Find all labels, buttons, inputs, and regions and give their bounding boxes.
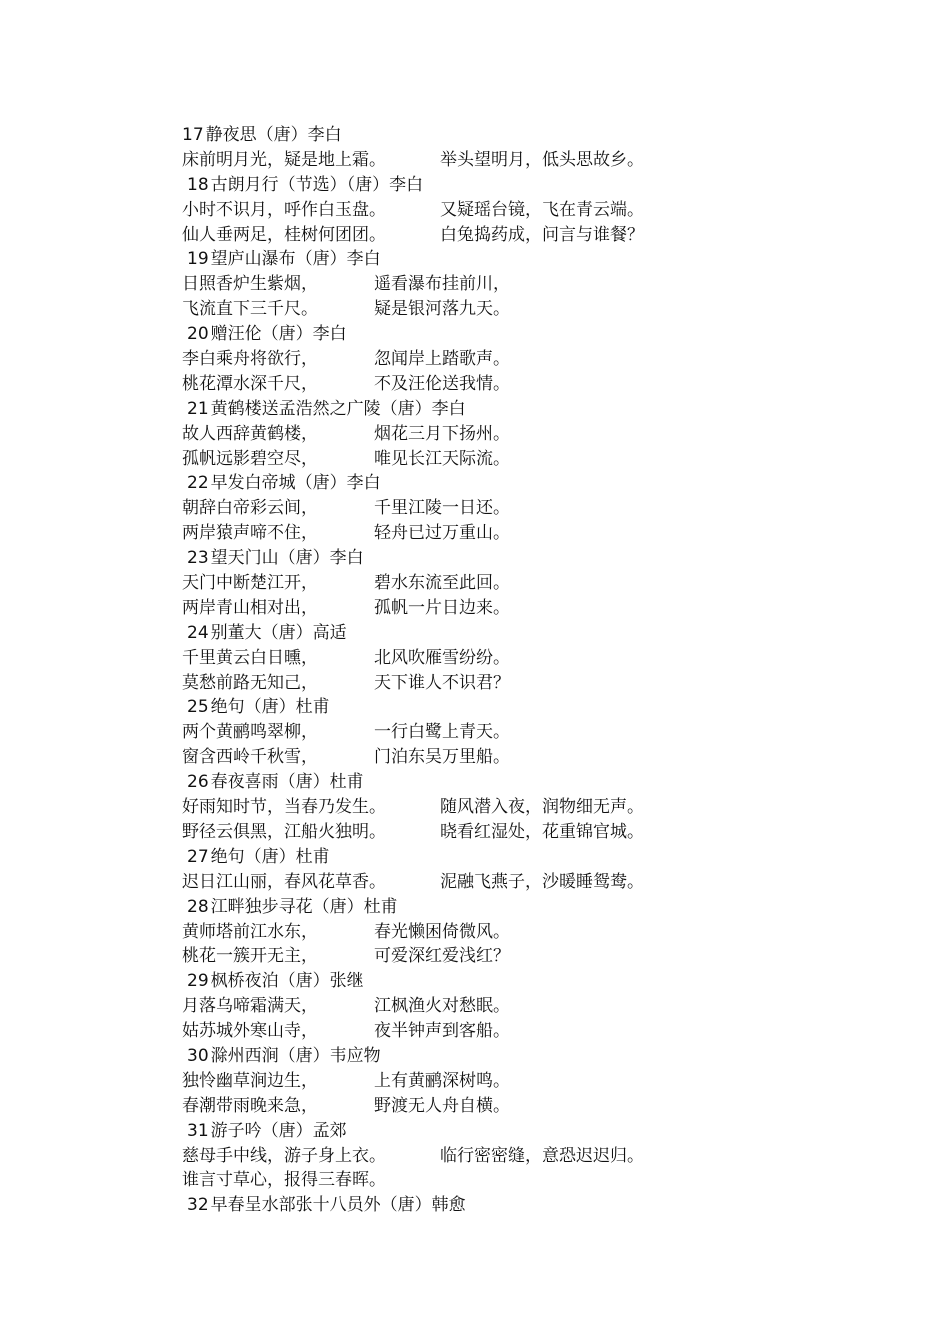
verse-first-half: 小时不识月，呼作白玉盘。 bbox=[182, 199, 386, 220]
verse-second-half: 孤帆一片日边来。 bbox=[374, 597, 510, 618]
poem-title-text: 春夜喜雨（唐）杜甫 bbox=[210, 772, 364, 793]
poem-title-text: 静夜思（唐）李白 bbox=[205, 125, 342, 145]
poem-line bbox=[182, 920, 802, 945]
poem-number: 30 bbox=[187, 1045, 209, 1066]
poem-title bbox=[182, 471, 802, 496]
poem-title bbox=[182, 621, 802, 646]
poem-title bbox=[182, 397, 802, 422]
poem-line bbox=[182, 297, 802, 322]
verse-first-half: 迟日江山丽，春风花草香。 bbox=[182, 871, 386, 892]
poem-number: 25 bbox=[187, 697, 209, 718]
poem-title-text: 滁州西涧（唐）韦应物 bbox=[210, 1045, 381, 1066]
verse-first-half: 姑苏城外寒山寺， bbox=[182, 1021, 318, 1042]
verse-first-half: 桃花潭水深千尺， bbox=[182, 373, 318, 394]
poem-line bbox=[182, 198, 802, 223]
poem-line bbox=[182, 521, 802, 546]
poem-number: 18 bbox=[187, 174, 209, 195]
verse-first-half: 野径云俱黑，江船火独明。 bbox=[182, 821, 386, 842]
poem-number: 27 bbox=[187, 846, 209, 867]
verse-second-half: 烟花三月下扬州。 bbox=[374, 423, 510, 444]
poem-line bbox=[182, 1069, 802, 1094]
poem-number: 26 bbox=[187, 772, 209, 793]
poem-title bbox=[182, 322, 802, 347]
verse-second-half: 一行白鹭上青天。 bbox=[374, 722, 510, 743]
poem-title-text: 早发白帝城（唐）李白 bbox=[210, 473, 381, 494]
poem-title bbox=[182, 1193, 802, 1218]
verse-second-half: 临行密密缝，意恐迟迟归。 bbox=[440, 1145, 644, 1166]
verse-second-half: 又疑瑶台镜，飞在青云端。 bbox=[440, 199, 644, 220]
verse-first-half: 天门中断楚江开， bbox=[182, 573, 318, 594]
poem-line bbox=[182, 1144, 802, 1169]
poem-line bbox=[182, 372, 802, 397]
verse-first-half: 春潮带雨晚来急， bbox=[182, 1095, 318, 1116]
poem-line bbox=[182, 944, 802, 969]
poem-title bbox=[182, 173, 802, 198]
verse-second-half: 江枫渔火对愁眠。 bbox=[374, 996, 510, 1017]
verse-first-half: 慈母手中线，游子身上衣。 bbox=[182, 1145, 386, 1166]
poem-line bbox=[182, 1168, 802, 1193]
verse-second-half: 门泊东吴万里船。 bbox=[374, 747, 510, 768]
poem-title bbox=[182, 1044, 802, 1069]
verse-first-half: 月落乌啼霜满天， bbox=[182, 996, 318, 1017]
poem-title-text: 枫桥夜泊（唐）张继 bbox=[210, 971, 364, 992]
poem-number: 28 bbox=[187, 896, 209, 917]
poem-list bbox=[182, 123, 802, 1218]
poem-line bbox=[182, 671, 802, 696]
poem-title-text: 江畔独步寻花（唐）杜甫 bbox=[210, 896, 398, 917]
poem-title-text: 望庐山瀑布（唐）李白 bbox=[210, 249, 381, 270]
verse-first-half: 孤帆远影碧空尽， bbox=[182, 448, 318, 469]
poem-number: 23 bbox=[187, 548, 209, 569]
verse-second-half: 碧水东流至此回。 bbox=[374, 573, 510, 594]
verse-first-half: 好雨知时节，当春乃发生。 bbox=[182, 797, 386, 818]
poem-line bbox=[182, 571, 802, 596]
poem-line bbox=[182, 720, 802, 745]
poem-title bbox=[182, 247, 802, 272]
verse-first-half: 千里黄云白日曛， bbox=[182, 647, 318, 668]
verse-second-half: 白兔捣药成，问言与谁餐？ bbox=[440, 224, 644, 245]
poem-title-text: 别董大（唐）高适 bbox=[210, 622, 347, 643]
poem-title-text: 赠汪伦（唐）李白 bbox=[210, 324, 347, 345]
verse-first-half: 李白乘舟将欲行， bbox=[182, 349, 318, 370]
verse-second-half: 不及汪伦送我情。 bbox=[374, 373, 510, 394]
poem-title-text: 游子吟（唐）孟郊 bbox=[210, 1120, 347, 1141]
poem-line bbox=[182, 422, 802, 447]
verse-first-half: 床前明月光，疑是地上霜。 bbox=[182, 149, 386, 170]
verse-second-half: 千里江陵一日还。 bbox=[374, 498, 510, 519]
verse-first-half: 朝辞白帝彩云间， bbox=[182, 498, 318, 519]
verse-first-half: 两岸青山相对出， bbox=[182, 597, 318, 618]
poem-line bbox=[182, 1019, 802, 1044]
poem-title bbox=[182, 695, 802, 720]
verse-first-half: 黄师塔前江水东， bbox=[182, 921, 318, 942]
poem-title-text: 古朗月行（节选）（唐）李白 bbox=[210, 174, 424, 195]
verse-first-half: 两岸猿声啼不住， bbox=[182, 523, 318, 544]
verse-second-half: 天下谁人不识君？ bbox=[374, 672, 510, 693]
verse-second-half: 春光懒困倚微风。 bbox=[374, 921, 510, 942]
poem-line bbox=[182, 223, 802, 248]
poem-line bbox=[182, 795, 802, 820]
poem-number: 31 bbox=[187, 1120, 209, 1141]
poem-line bbox=[182, 994, 802, 1019]
verse-first-half: 仙人垂两足，桂树何团团。 bbox=[182, 224, 386, 245]
verse-second-half: 泥融飞燕子，沙暖睡鸳鸯。 bbox=[440, 871, 644, 892]
poem-title bbox=[182, 969, 802, 994]
verse-second-half: 随风潜入夜，润物细无声。 bbox=[440, 797, 644, 818]
poem-number: 24 bbox=[187, 622, 209, 643]
verse-second-half: 夜半钟声到客船。 bbox=[374, 1021, 510, 1042]
poem-title bbox=[182, 123, 802, 148]
poem-line bbox=[182, 596, 802, 621]
poem-number: 32 bbox=[187, 1195, 209, 1216]
poem-line bbox=[182, 148, 802, 173]
verse-second-half: 举头望明月，低头思故乡。 bbox=[440, 149, 644, 170]
poem-number: 20 bbox=[187, 324, 209, 345]
poem-title bbox=[182, 770, 802, 795]
poem-number: 21 bbox=[187, 398, 209, 419]
verse-first-half: 飞流直下三千尺。 bbox=[182, 299, 318, 320]
poem-title bbox=[182, 845, 802, 870]
poem-number: 17 bbox=[182, 125, 204, 145]
poem-title bbox=[182, 546, 802, 571]
verse-first-half: 日照香炉生紫烟， bbox=[182, 274, 318, 295]
verse-second-half: 遥看瀑布挂前川， bbox=[374, 274, 510, 295]
verse-first-half: 两个黄鹂鸣翠柳， bbox=[182, 722, 318, 743]
poem-title bbox=[182, 895, 802, 920]
poem-line bbox=[182, 496, 802, 521]
poem-title-text: 早春呈水部张十八员外（唐）韩愈 bbox=[210, 1195, 466, 1216]
verse-first-half: 独怜幽草涧边生， bbox=[182, 1070, 318, 1091]
poem-line bbox=[182, 646, 802, 671]
verse-first-half: 谁言寸草心，报得三春晖。 bbox=[182, 1170, 386, 1191]
poem-line bbox=[182, 347, 802, 372]
verse-second-half: 可爱深红爱浅红？ bbox=[374, 946, 510, 967]
poem-title-text: 绝句（唐）杜甫 bbox=[210, 697, 330, 718]
verse-second-half: 忽闻岸上踏歌声。 bbox=[374, 349, 510, 370]
poem-line bbox=[182, 870, 802, 895]
verse-second-half: 野渡无人舟自横。 bbox=[374, 1095, 510, 1116]
verse-first-half: 莫愁前路无知己， bbox=[182, 672, 318, 693]
poem-line bbox=[182, 272, 802, 297]
poem-title-text: 黄鹤楼送孟浩然之广陵（唐）李白 bbox=[210, 398, 466, 419]
poem-line bbox=[182, 820, 802, 845]
poem-number: 19 bbox=[187, 249, 209, 270]
poem-number: 22 bbox=[187, 473, 209, 494]
verse-second-half: 轻舟已过万重山。 bbox=[374, 523, 510, 544]
verse-second-half: 上有黄鹂深树鸣。 bbox=[374, 1070, 510, 1091]
verse-second-half: 晓看红湿处，花重锦官城。 bbox=[440, 821, 644, 842]
poem-title bbox=[182, 1119, 802, 1144]
poem-line bbox=[182, 745, 802, 770]
verse-second-half: 唯见长江天际流。 bbox=[374, 448, 510, 469]
poem-number: 29 bbox=[187, 971, 209, 992]
verse-second-half: 疑是银河落九天。 bbox=[374, 299, 510, 320]
poem-title-text: 望天门山（唐）李白 bbox=[210, 548, 364, 569]
verse-first-half: 桃花一簇开无主， bbox=[182, 946, 318, 967]
verse-first-half: 故人西辞黄鹤楼， bbox=[182, 423, 318, 444]
poem-line bbox=[182, 447, 802, 472]
verse-second-half: 北风吹雁雪纷纷。 bbox=[374, 647, 510, 668]
poem-line bbox=[182, 1094, 802, 1119]
verse-first-half: 窗含西岭千秋雪， bbox=[182, 747, 318, 768]
poem-title-text: 绝句（唐）杜甫 bbox=[210, 846, 330, 867]
